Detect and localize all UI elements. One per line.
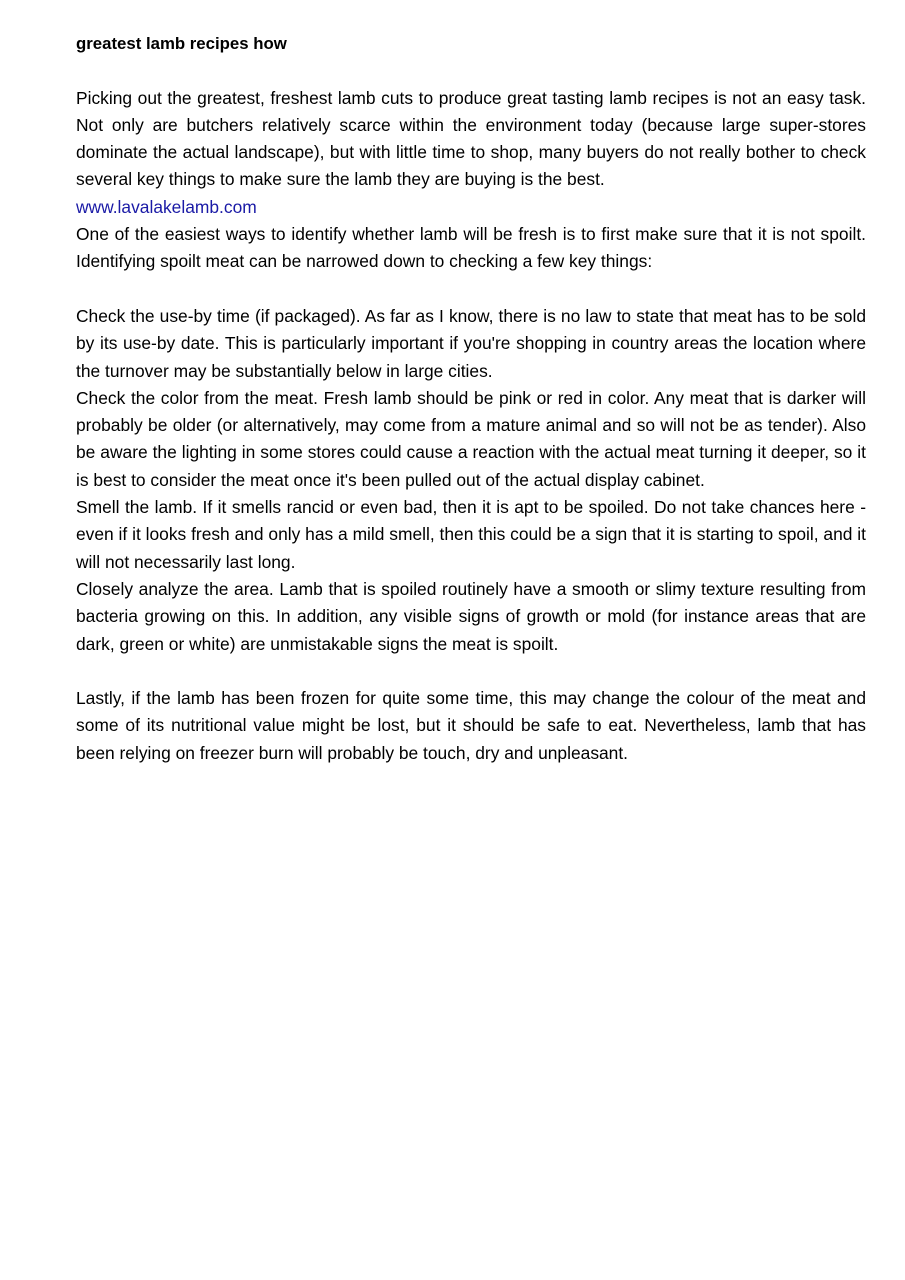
check-smell-paragraph: Smell the lamb. If it smells rancid or even bad, then it is apt to be spoiled. Do not take chances here - even if it looks fresh and only has a mild smell, then this could be a sign that it is starting to spoil, and it will not necessarily last long. (76, 497, 866, 572)
check-color-paragraph: Check the color from the meat. Fresh lamb should be pink or red in color. Any meat that is darker will probably be older (or alternatively, may come from a mature animal and so will not be as tender). Also be aware the lighting in some stores could cause a reaction with the actual meat turning it deeper, so it is best to consider the meat once it's been pulled out of the actual display cabinet. (76, 387, 866, 490)
spacer (76, 658, 866, 685)
document-title: greatest lamb recipes how (76, 34, 287, 53)
spacer (76, 57, 866, 84)
check-texture-paragraph: Closely analyze the area. Lamb that is spoiled routinely have a smooth or slimy texture resulting from bacteria growing on this. In addition, any visible signs of growth or mold (for instance areas that are dark, green or white) are unmistakable signs the meat is spoilt. (76, 578, 866, 654)
website-link[interactable]: www.lavalakelamb.com (76, 196, 257, 217)
spoilt-intro-paragraph: One of the easiest ways to identify whether lamb will be fresh is to first make sure that it is not spoilt. Identifying spoilt meat can be narrowed down to checking a few key things: (76, 224, 866, 272)
intro-paragraph: Picking out the greatest, freshest lamb cuts to produce great tasting lamb recipes is not an easy task. Not only are butchers relatively scarce within the environment today (because large super-stores dominate the actual landscape), but with little time to shop, many buyers do not really bother to check several key things to make sure the lamb they are buying is the best. (76, 87, 866, 190)
check-use-by-paragraph: Check the use-by time (if packaged). As far as I know, there is no law to state that meat has to be sold by its use-by date. This is particularly important if you're shopping in country areas the location where the turnover may be substantially below in large cities. (76, 305, 866, 381)
closing-paragraph: Lastly, if the lamb has been frozen for quite some time, this may change the colour of the meat and some of its nutritional value might be lost, but it should be safe to eat. Nevertheless, lamb that has been relying on freezer burn will probably be touch, dry and unpleasant. (76, 688, 866, 763)
spacer (76, 276, 866, 303)
document-page (76, 0, 866, 767)
